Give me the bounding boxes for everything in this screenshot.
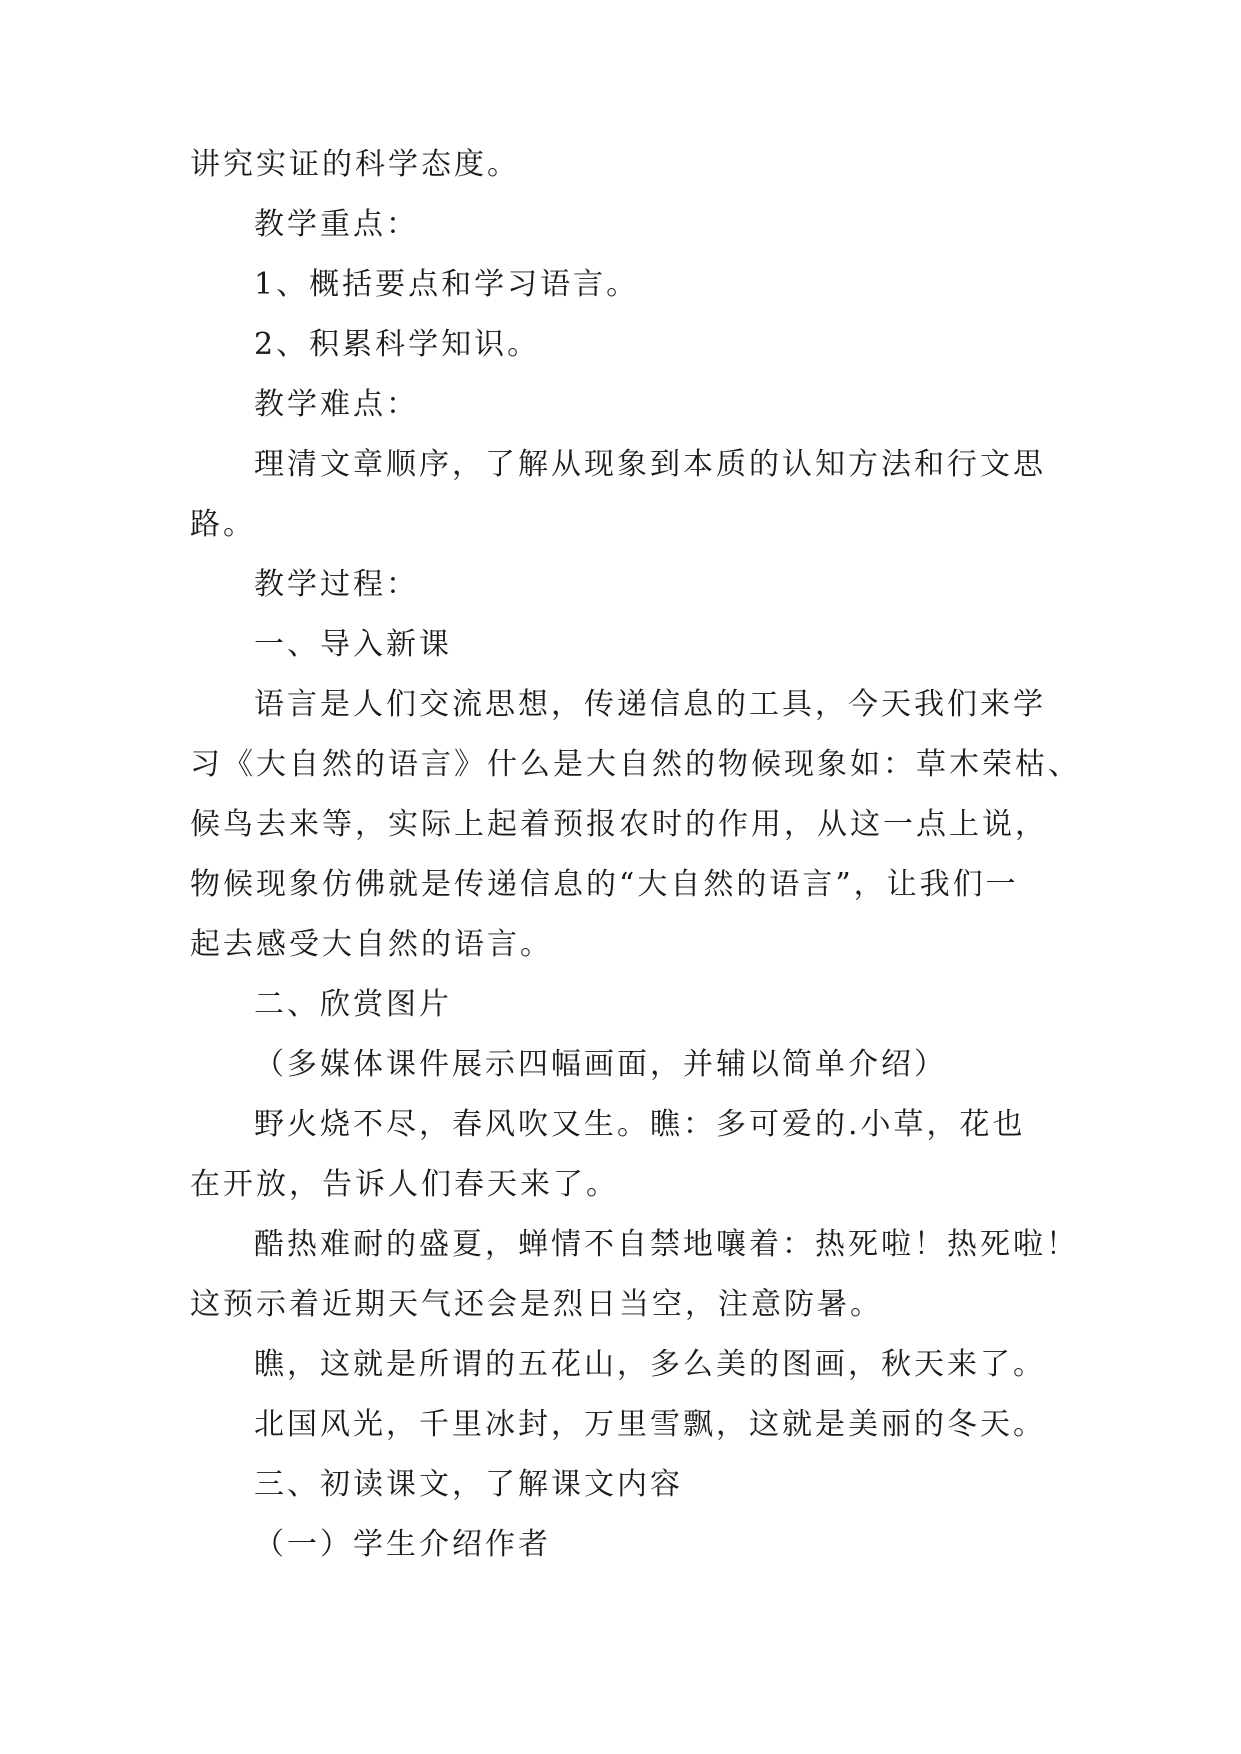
text-line: 语言是人们交流思想，传递信息的工具，今天我们来学 xyxy=(254,687,1046,722)
text-line: 在开放，告诉人们春天来了。 xyxy=(190,1167,619,1202)
text-line: 讲究实证的科学态度。 xyxy=(190,147,520,182)
text-line: 路。 xyxy=(190,507,256,542)
text-line: （多媒体课件展示四幅画面，并辅以简单介绍） xyxy=(254,1047,947,1082)
text-line: 这预示着近期天气还会是烈日当空，注意防暑。 xyxy=(190,1287,883,1322)
text-line: 野火烧不尽，春风吹又生。瞧：多可爱的.小草，花也 xyxy=(254,1107,1026,1142)
section-heading: 教学过程： xyxy=(254,567,419,602)
text-line: 理清文章顺序，了解从现象到本质的认知方法和行文思 xyxy=(254,447,1046,482)
section-heading: 三、初读课文，了解课文内容 xyxy=(254,1467,683,1502)
text-line: 习《大自然的语言》什么是大自然的物候现象如：草木荣枯、 xyxy=(190,747,1081,782)
section-heading: （一）学生介绍作者 xyxy=(254,1527,551,1562)
text-line: 酷热难耐的盛夏，蝉情不自禁地嚷着：热死啦！热死啦！ xyxy=(254,1227,1079,1262)
text-line: 起去感受大自然的语言。 xyxy=(190,927,553,962)
section-heading: 教学重点： xyxy=(254,207,419,242)
section-heading: 二、欣赏图片 xyxy=(254,987,452,1022)
list-item: 1、概括要点和学习语言。 xyxy=(254,267,640,302)
list-item: 2、积累科学知识。 xyxy=(254,327,541,362)
text-line: 瞧，这就是所谓的五花山，多么美的图画，秋天来了。 xyxy=(254,1347,1046,1382)
section-heading: 一、导入新课 xyxy=(254,627,452,662)
text-line: 物候现象仿佛就是传递信息的“大自然的语言”，让我们一 xyxy=(190,867,1019,902)
text-line: 候鸟去来等，实际上起着预报农时的作用，从这一点上说， xyxy=(190,807,1048,842)
text-line: 北国风光，千里冰封，万里雪飘，这就是美丽的冬天。 xyxy=(254,1407,1046,1442)
section-heading: 教学难点： xyxy=(254,387,419,422)
